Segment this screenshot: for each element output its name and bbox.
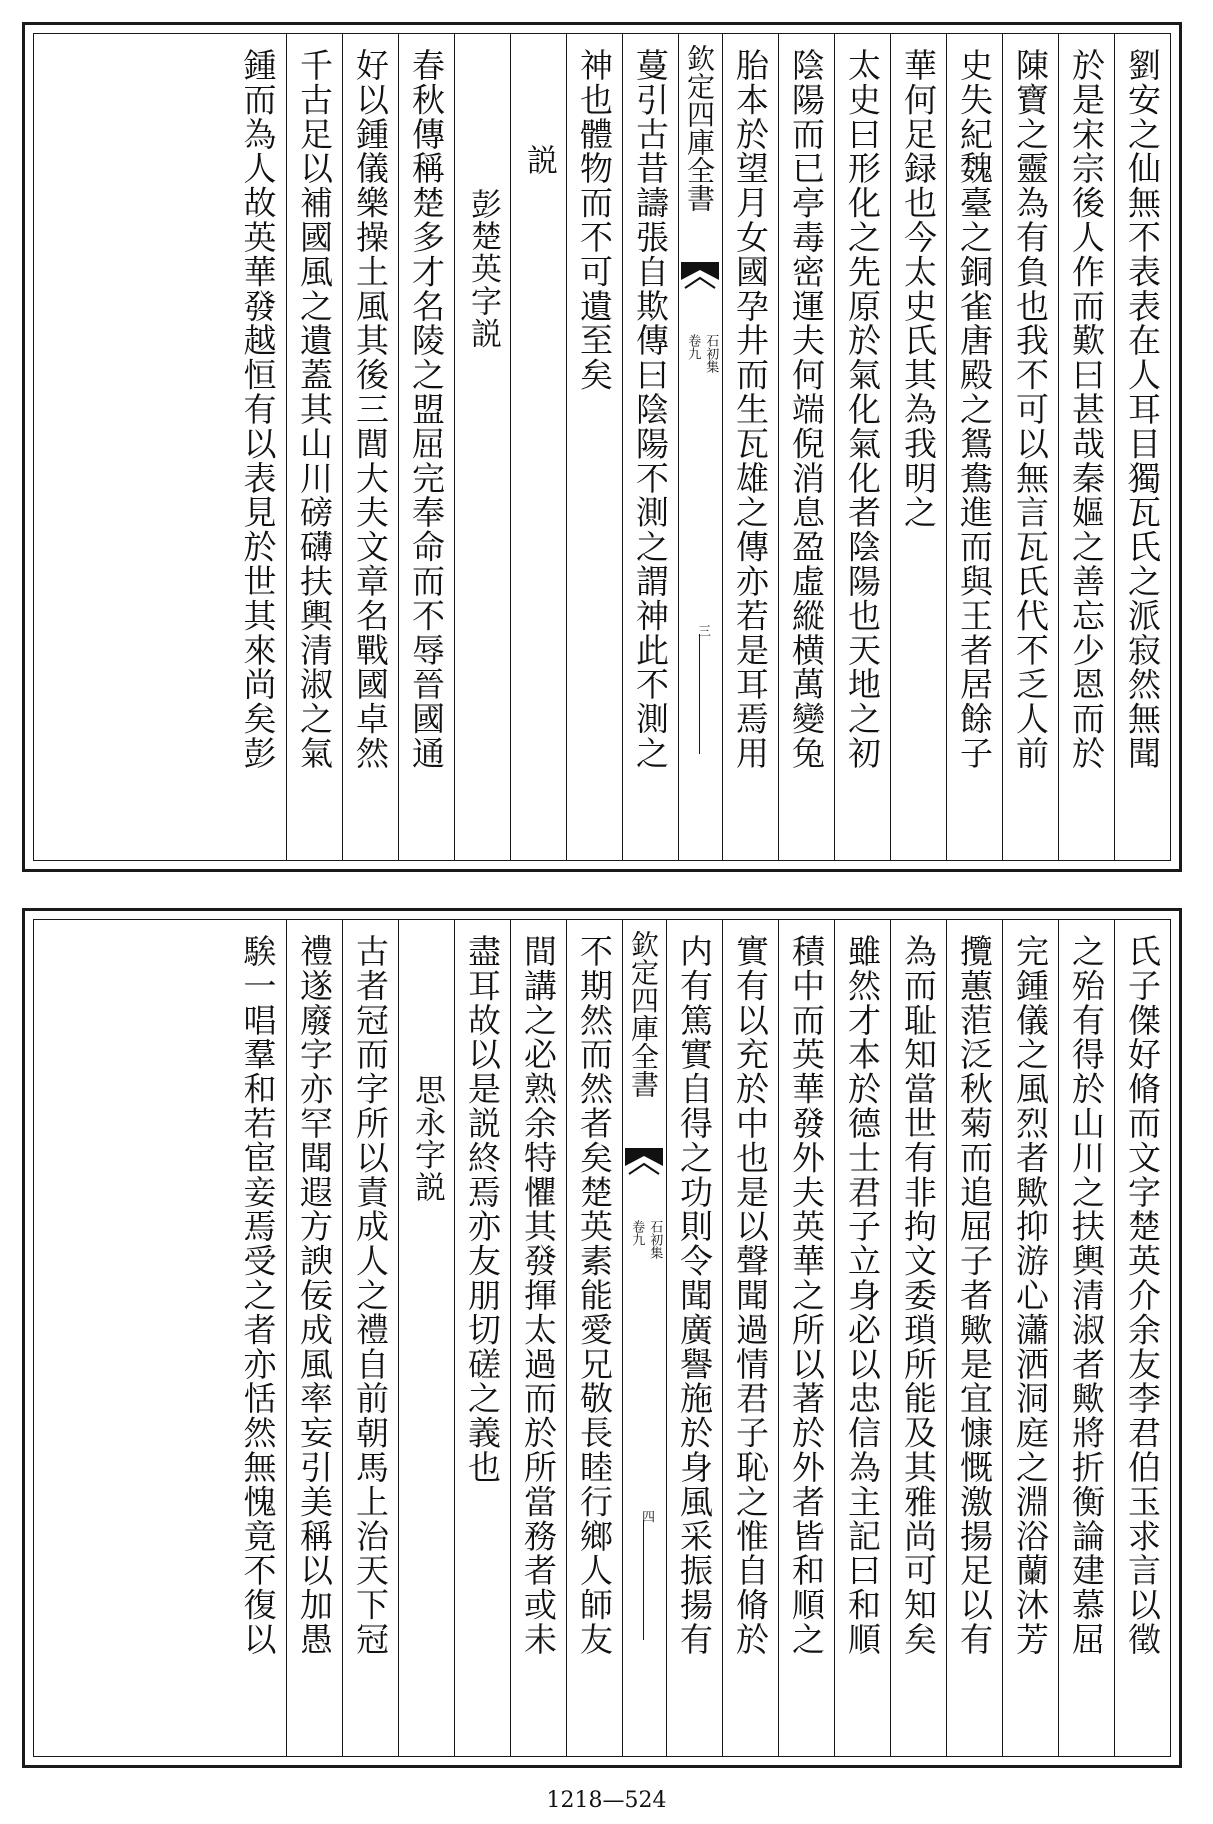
column-text: 劉安之仙無不表表在人耳目獨瓦氏之派寂然無聞 — [1123, 48, 1162, 771]
top-page-frame — [22, 22, 1182, 872]
collection-name: 石初集 — [647, 1220, 663, 1259]
column-text: 騃一唱羣和若宦妾焉受之者亦恬然無愧竟不復以 — [238, 934, 278, 1657]
text-column — [566, 34, 622, 860]
footer-page-id: 1218—524 — [546, 1788, 667, 1813]
bottom-page-columns — [34, 920, 1170, 1756]
spine-rule — [699, 634, 700, 754]
section-title: 彭楚英字説 — [465, 188, 501, 350]
text-column — [1002, 34, 1058, 860]
column-text: 於是宋宗後人作而歎曰甚哉秦嫗之善忘少恩而於 — [1067, 48, 1106, 771]
text-column — [834, 34, 890, 860]
section-title-column — [398, 920, 454, 1756]
text-column — [398, 34, 454, 860]
column-text: 為而耻知當世有非拘文委瑣所能及其雅尚可知矣 — [899, 934, 938, 1657]
bottom-page-frame — [22, 908, 1182, 1768]
text-column — [230, 34, 286, 860]
column-text: 春秋傳稱楚多才名陵之盟屈完奉命而不辱晉國通 — [407, 48, 446, 771]
text-column — [1058, 920, 1114, 1756]
column-text: 内有篤實自得之功則令聞廣譽施於身風采振揚有 — [675, 934, 714, 1657]
text-column — [230, 920, 286, 1756]
book-title: 欽定四庫全書 — [683, 44, 716, 212]
column-text: 陰陽而已亭毒密運夫何端倪消息盈虛縱横萬變兔 — [787, 48, 826, 771]
fish-tail-mark-icon — [625, 1148, 663, 1182]
column-text: 不期然而然者矣楚英素能愛兄敬長睦行鄉人師友 — [575, 934, 614, 1657]
text-column — [946, 34, 1002, 860]
section-title-column — [510, 34, 566, 860]
column-text: 間講之必熟余特懼其發揮太過而於所當務者或未 — [519, 934, 558, 1657]
column-text: 蔓引古昔譸張自欺傳曰陰陽不測之謂神此不測之 — [631, 48, 670, 771]
section-title: 説 — [521, 144, 557, 177]
column-text: 攬蕙菃泛秋菊而追屈子者歟是宜慷慨激揚足以有 — [955, 934, 994, 1657]
column-text: 史失紀魏臺之銅雀唐殿之鴛鴦進而與王者居餘子 — [955, 48, 994, 771]
text-column — [342, 920, 398, 1756]
text-column — [834, 920, 890, 1756]
column-text: 好以鍾儀樂操土風其後三閭大夫文章名戰國卓然 — [351, 48, 390, 771]
column-text: 禮遂廢字亦罕聞遐方諛佞成風率妄引美稱以加愚 — [295, 934, 334, 1657]
column-text: 古者冠而字所以責成人之禮自前朝馬上治天下冠 — [351, 934, 390, 1657]
top-page-inner-border — [33, 33, 1171, 861]
column-text: 太史曰形化之先原於氣化氣化者陰陽也天地之初 — [843, 48, 882, 771]
collection-name: 石初集 — [703, 334, 719, 373]
text-column — [890, 920, 946, 1756]
text-column — [666, 920, 722, 1756]
text-column — [1002, 920, 1058, 1756]
column-text: 完鍾儀之風烈者歟抑游心瀟洒洞庭之淵浴蘭沐芳 — [1011, 934, 1050, 1657]
column-text: 實有以充於中也是以聲聞過情君子恥之惟自脩於 — [731, 934, 770, 1657]
center-fold-spine — [678, 34, 722, 860]
text-column — [510, 920, 566, 1756]
column-text: 之殆有得於山川之扶輿清淑者歟將折衡論建慕屈 — [1067, 934, 1106, 1657]
column-text: 千古足以補國風之遺蓋其山川磅礴扶輿清淑之氣 — [295, 48, 334, 771]
text-column — [722, 34, 778, 860]
text-column — [778, 34, 834, 860]
text-column — [286, 34, 342, 860]
column-text: 積中而英華發外夫英華之所以著於外者皆和順之 — [787, 934, 826, 1657]
fish-tail-mark-icon — [681, 262, 719, 296]
text-column — [622, 34, 678, 860]
center-fold-spine — [622, 920, 666, 1756]
book-title: 欽定四庫全書 — [627, 930, 660, 1098]
column-text: 盡耳故以是説終焉亦友朋切磋之義也 — [463, 934, 502, 1485]
folio-page-number: 三 — [695, 624, 710, 637]
text-column — [946, 920, 1002, 1756]
text-column — [1114, 34, 1170, 860]
spine-rule — [643, 1520, 644, 1640]
text-column — [342, 34, 398, 860]
text-column — [1114, 920, 1170, 1756]
column-text: 氏子傑好脩而文字楚英介余友李君伯玉求言以徵 — [1123, 934, 1162, 1657]
section-title-column — [454, 34, 510, 860]
column-text: 神也體物而不可遺至矣 — [575, 48, 614, 392]
text-column — [286, 920, 342, 1756]
column-text: 雖然才本於德士君子立身必以忠信為主記曰和順 — [843, 934, 882, 1657]
text-column — [722, 920, 778, 1756]
volume-label: 卷九 — [629, 1220, 645, 1246]
column-text: 陳寶之靈為有負也我不可以無言瓦氏代不乏人前 — [1011, 48, 1050, 771]
top-page-columns — [34, 34, 1170, 860]
column-text: 華何足録也今太史氏其為我明之 — [899, 48, 938, 530]
text-column — [454, 920, 510, 1756]
text-column — [890, 34, 946, 860]
section-title: 思永字説 — [409, 1074, 445, 1204]
column-text: 胎本於望月女國孕井而生瓦雄之傳亦若是耳焉用 — [731, 48, 770, 771]
volume-label: 卷九 — [685, 334, 701, 360]
bottom-page-inner-border — [33, 919, 1171, 1757]
text-column — [778, 920, 834, 1756]
text-column — [566, 920, 622, 1756]
text-column — [1058, 34, 1114, 860]
folio-page-number: 四 — [639, 1510, 654, 1523]
column-text: 鍾而為人故英華發越恒有以表見於世其來尚矣彭 — [238, 48, 278, 771]
